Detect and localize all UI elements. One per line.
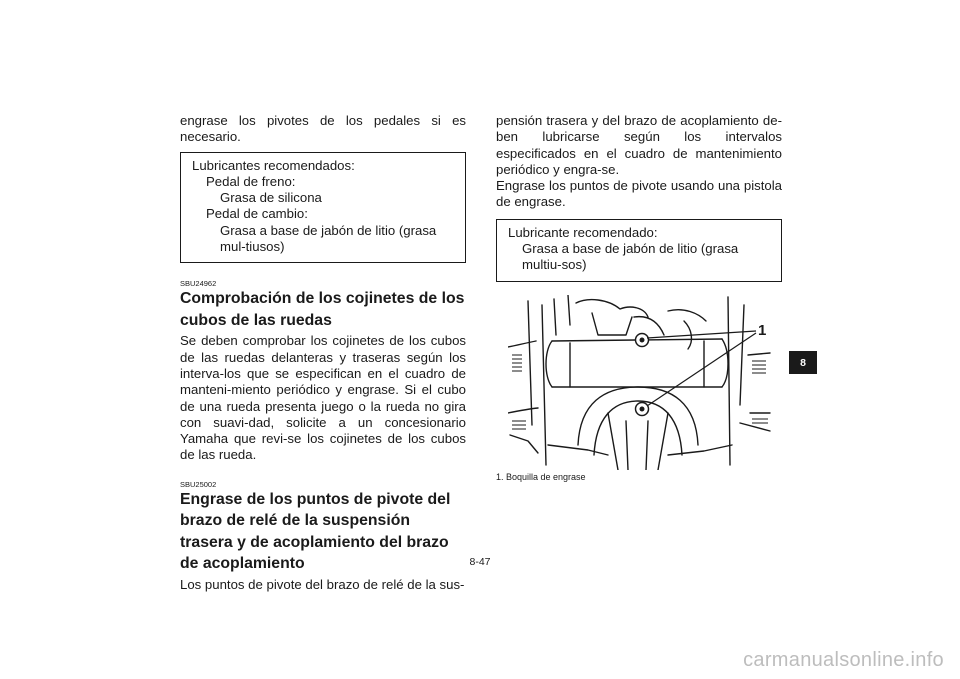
shift-pedal-value: Grasa a base de jabón de litio (grasa mul-tiusos) bbox=[220, 222, 437, 255]
section-code: SBU25002 bbox=[180, 479, 217, 489]
paragraph: Engrase los puntos de pivote usando una pistola de engrase. bbox=[496, 178, 782, 210]
left-column bbox=[180, 113, 466, 593]
right-column bbox=[496, 113, 782, 282]
lubricant-value: Grasa a base de jabón de litio (grasa multiu-sos) bbox=[522, 241, 739, 273]
page-number: 8-47 bbox=[469, 556, 491, 568]
section-code: SBU24962 bbox=[180, 279, 217, 289]
section-heading: Engrase de los puntos de pivote del brazo de relé de la suspensión trasera y de acoplamiento del brazo de acoplamiento bbox=[180, 490, 451, 573]
section-body: Los puntos de pivote del brazo de relé de la sus- bbox=[180, 576, 465, 592]
shift-pedal-label: Pedal de cambio: bbox=[206, 206, 308, 222]
lubricant-title: Lubricante recomendado: bbox=[508, 224, 658, 240]
brake-pedal-label: Pedal de freno: bbox=[206, 173, 296, 189]
lubricants-title: Lubricantes recomendados: bbox=[192, 157, 355, 173]
intro-text: engrase los pivotes de los pedales si es necesario. bbox=[180, 113, 466, 145]
section-body: Se deben comprobar los cojinetes de los cubos de las ruedas delanteras y traseras según los interva-los que se especifican en el cuadro de manteni-miento periódico y engrase. Si el cubo de una rueda presenta juego o la rueda no gira con suavi-dad, solicite a un concesionario Yamaha que revi-se los cojinetes de los cubos de las rueda. bbox=[180, 333, 466, 463]
watermark: carmanualsonline.info bbox=[743, 649, 944, 671]
figure-caption: 1. Boquilla de engrase bbox=[496, 472, 586, 482]
lubricant-box bbox=[496, 219, 782, 282]
chapter-tab: 8 bbox=[789, 351, 817, 374]
figure-callout-number: 1 bbox=[758, 322, 767, 339]
lubricants-box bbox=[180, 152, 466, 264]
paragraph: pensión trasera y del brazo de acoplamiento de-ben lubricarse según los intervalos especificados en el cuadro de mantenimiento periódico y engra-se. bbox=[496, 113, 782, 177]
section-heading: Comprobación de los cojinetes de los cubos de las ruedas bbox=[180, 290, 465, 329]
brake-pedal-value: Grasa de silicona bbox=[220, 190, 322, 206]
grease-fitting-illustration bbox=[508, 295, 772, 470]
